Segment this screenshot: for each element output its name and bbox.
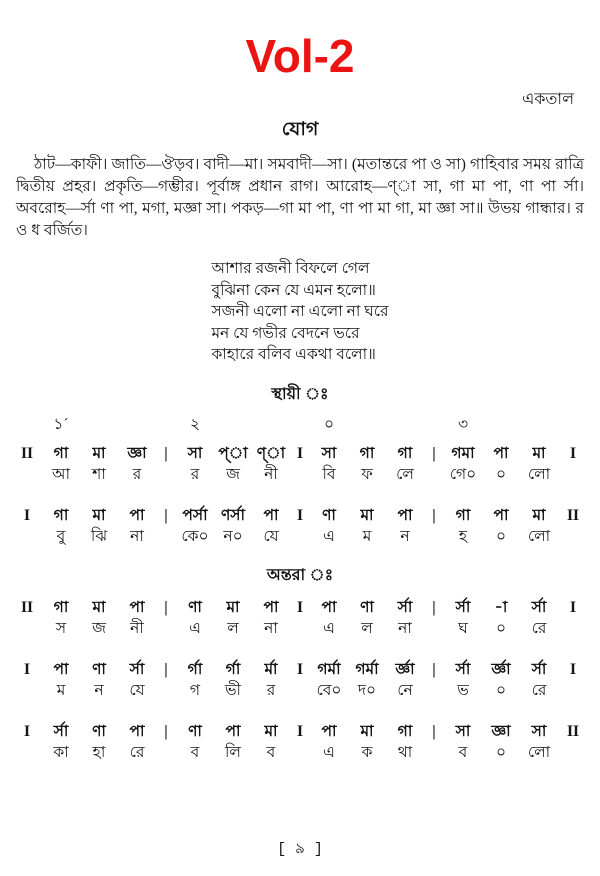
- raga-title: যোগ: [281, 119, 319, 141]
- note-cell-note: সা: [187, 444, 203, 462]
- note-cell-note: ণা: [188, 722, 202, 740]
- note-cell: [176, 721, 214, 763]
- note-cell-lyric: ন: [400, 527, 410, 545]
- note-cell-note: ণা: [188, 598, 202, 616]
- line-end-marker: [558, 443, 588, 464]
- bar-separator-note: I: [296, 660, 304, 678]
- note-cell-lyric: এ: [323, 619, 335, 637]
- note-cell-note: মা: [532, 444, 546, 462]
- bar-separator: [156, 505, 176, 526]
- beat-number: [176, 414, 214, 435]
- note-cell: [118, 443, 156, 485]
- notation-line: [12, 505, 588, 547]
- note-cell: [214, 505, 252, 547]
- taal-label: একতাল: [522, 91, 574, 109]
- bar-separator: [290, 505, 310, 526]
- bar-separator: [156, 659, 176, 680]
- bar-separator: [424, 721, 444, 742]
- note-cell-lyric: ন০: [223, 527, 243, 545]
- note-cell-note: জ্ঞা: [491, 722, 511, 740]
- line-start-marker: [12, 505, 42, 526]
- notation-line: [12, 443, 588, 485]
- note-cell: [520, 505, 558, 547]
- lyrics-block: [12, 258, 588, 366]
- lyric-line: সজনী এলো না এলো না ঘরে: [211, 303, 389, 321]
- note-cell-note: পা: [129, 506, 145, 524]
- note-cell: [252, 721, 290, 763]
- note-cell-note: পা: [129, 722, 145, 740]
- note-cell: [252, 659, 290, 701]
- note-cell-note: র্মা: [264, 660, 278, 678]
- line-end-marker: [558, 721, 588, 742]
- note-cell-lyric: এ: [323, 743, 335, 761]
- bar-separator-note: I: [296, 506, 304, 524]
- note-cell-lyric: এ: [323, 527, 335, 545]
- note-cell-note: প্‌া: [218, 444, 248, 462]
- note-cell-note: র্সা: [531, 598, 547, 616]
- note-cell-lyric: যে: [263, 527, 279, 545]
- note-cell-note: ণা: [92, 660, 106, 678]
- note-cell: [252, 597, 290, 639]
- line-end-marker: [558, 597, 588, 618]
- note-cell-lyric: জ: [226, 465, 240, 483]
- note-cell-note: গমা: [451, 444, 475, 462]
- line-start-marker-note: II: [20, 598, 34, 616]
- bar-separator-note: |: [164, 660, 168, 678]
- note-cell-note: সা: [531, 722, 547, 740]
- note-cell: [80, 505, 118, 547]
- note-cell-lyric: যে: [129, 681, 145, 699]
- lyric-line: মন যে গভীর বেদনে ভরে: [211, 324, 360, 342]
- line-end-marker-note: I: [569, 598, 577, 616]
- note-cell-note: গর্মা: [355, 660, 379, 678]
- note-cell-note: গা: [455, 506, 471, 524]
- note-cell-lyric: বে০: [316, 681, 342, 699]
- note-cell: [482, 597, 520, 639]
- bar-separator: [290, 597, 310, 618]
- note-cell-note: মা: [264, 722, 278, 740]
- note-cell-lyric: কা: [53, 743, 69, 761]
- line-start-marker-note: I: [23, 506, 31, 524]
- note-cell: [80, 721, 118, 763]
- note-cell-lyric: ল: [361, 619, 373, 637]
- bar-separator-note: I: [296, 598, 304, 616]
- line-start-marker: [12, 597, 42, 618]
- antara-notation: [12, 597, 588, 763]
- line-start-marker: [12, 721, 42, 742]
- note-cell-note: গা: [53, 598, 69, 616]
- line-start-marker: [12, 659, 42, 680]
- note-cell-lyric: ব: [190, 743, 200, 761]
- note-cell: [42, 597, 80, 639]
- note-cell: [252, 443, 290, 485]
- note-cell: [42, 505, 80, 547]
- note-cell-lyric: জ: [92, 619, 106, 637]
- note-cell-lyric: ব: [458, 743, 468, 761]
- note-cell: [444, 721, 482, 763]
- note-cell: [310, 443, 348, 485]
- note-cell-note: ণা: [360, 598, 374, 616]
- note-cell-note: পা: [397, 506, 413, 524]
- bar-separator-note: |: [432, 506, 436, 524]
- bar-separator: [424, 597, 444, 618]
- note-cell: [386, 721, 424, 763]
- note-cell: [310, 597, 348, 639]
- bar-separator-note: |: [164, 598, 168, 616]
- note-cell-note: পা: [53, 660, 69, 678]
- note-cell-note: গর্মা: [317, 660, 341, 678]
- note-cell-note: মা: [532, 506, 546, 524]
- beat-number-note: ২: [189, 415, 201, 433]
- note-cell: [386, 505, 424, 547]
- beat-number: [310, 414, 348, 435]
- note-cell-lyric: ০: [495, 619, 507, 637]
- note-cell-note: পর্সা: [182, 506, 208, 524]
- note-cell: [520, 721, 558, 763]
- note-cell-note: -া: [494, 598, 508, 616]
- bar-separator: [290, 721, 310, 742]
- note-cell-lyric: ০: [495, 527, 507, 545]
- line-start-marker: [12, 443, 42, 464]
- note-cell-lyric: ০: [495, 743, 507, 761]
- note-cell-lyric: বু: [56, 527, 66, 545]
- bar-separator-note: |: [432, 722, 436, 740]
- note-cell: [214, 721, 252, 763]
- note-cell-lyric: হ: [458, 527, 468, 545]
- note-cell: [42, 721, 80, 763]
- note-cell: [444, 659, 482, 701]
- note-cell-lyric: লো: [527, 465, 551, 483]
- note-cell-lyric: না: [398, 619, 412, 637]
- line-start-marker-note: II: [20, 444, 34, 462]
- note-cell-note: র্সা: [455, 598, 471, 616]
- note-cell-lyric: নী: [264, 465, 278, 483]
- note-cell-note: মা: [360, 506, 374, 524]
- antara-heading: অন্তরা ঃ: [266, 566, 334, 584]
- raga-description: ঠাট—কাফী। জাতি—ঔড়ব। বাদী—মা। সমবাদী—সা। (মতান্তরে পা ও সা) গাহিবার সময় রাত্রি দ্বিতীয় প্রহর। প্রকৃতি—গম্ভীর। পূর্বাঙ্গ প্রধান রাগ। আরোহ—ণ্‌া সা, গা মা পা, ণা পা র্সা। অবরোহ—র্সা ণা পা, মগা, মজ্ঞা সা। পকড়—গা মা পা, ণা পা মা গা, মা জ্ঞা সা॥ উভয় গান্ধার। র ও ধ বর্জিত।: [16, 156, 584, 240]
- bar-separator: [290, 659, 310, 680]
- note-cell: [42, 443, 80, 485]
- beat-number-note: ১´: [53, 415, 69, 433]
- note-cell: [444, 443, 482, 485]
- note-cell: [118, 505, 156, 547]
- note-cell-lyric: ল: [227, 619, 239, 637]
- note-cell: [482, 443, 520, 485]
- note-cell: [310, 505, 348, 547]
- note-cell: [482, 505, 520, 547]
- note-cell: [386, 659, 424, 701]
- note-cell-note: পা: [225, 722, 241, 740]
- note-cell-lyric: এ: [189, 619, 201, 637]
- note-cell: [118, 597, 156, 639]
- note-cell-note: সা: [321, 444, 337, 462]
- note-cell: [80, 443, 118, 485]
- notation-line: [12, 597, 588, 639]
- bar-separator: [290, 443, 310, 464]
- note-cell-lyric: রে: [129, 743, 145, 761]
- note-cell-note: সা: [455, 722, 471, 740]
- note-cell-note: র্সা: [53, 722, 69, 740]
- note-cell-lyric: স: [55, 619, 67, 637]
- line-start-marker-note: I: [23, 722, 31, 740]
- note-cell-note: র্গা: [187, 660, 203, 678]
- note-cell-note: মা: [360, 722, 374, 740]
- note-cell-lyric: হা: [92, 743, 106, 761]
- note-cell-lyric: ব: [266, 743, 276, 761]
- note-cell-note: পা: [263, 506, 279, 524]
- note-cell: [176, 597, 214, 639]
- note-cell-lyric: দ০: [357, 681, 377, 699]
- note-cell: [42, 659, 80, 701]
- note-cell-note: গা: [397, 444, 413, 462]
- note-cell-note: মা: [92, 444, 106, 462]
- note-cell: [348, 505, 386, 547]
- note-cell-lyric: ম: [56, 681, 66, 699]
- note-cell: [310, 659, 348, 701]
- note-cell: [348, 597, 386, 639]
- line-end-marker-note: II: [566, 506, 580, 524]
- note-cell-note: র্জ্ঞা: [395, 660, 415, 678]
- note-cell-lyric: ০: [495, 681, 507, 699]
- bar-separator-note: |: [164, 506, 168, 524]
- sthayi-notation: [12, 443, 588, 547]
- bar-separator: [424, 659, 444, 680]
- note-cell: [482, 659, 520, 701]
- note-cell-lyric: না: [130, 527, 144, 545]
- note-cell-lyric: শা: [92, 465, 106, 483]
- bar-separator-note: |: [432, 660, 436, 678]
- beat-number-note: ৩: [457, 415, 469, 433]
- note-cell: [348, 659, 386, 701]
- note-cell-lyric: র: [190, 465, 200, 483]
- note-cell-lyric: র: [266, 681, 276, 699]
- note-cell-note: গা: [53, 506, 69, 524]
- lyrics-lines: [211, 258, 388, 366]
- bar-separator: [156, 443, 176, 464]
- note-cell-note: ণর্সা: [220, 506, 246, 524]
- note-cell: [80, 659, 118, 701]
- bar-separator: [424, 505, 444, 526]
- beat-row: [12, 414, 588, 435]
- bar-separator-note: |: [164, 722, 168, 740]
- note-cell: [214, 443, 252, 485]
- note-cell-note: র্সা: [531, 660, 547, 678]
- note-cell-lyric: বি: [322, 465, 336, 483]
- note-cell-note: পা: [321, 722, 337, 740]
- note-cell-lyric: নে: [397, 681, 413, 699]
- note-cell-note: পা: [263, 598, 279, 616]
- notation-line: [12, 659, 588, 701]
- note-cell-lyric: ঝি: [90, 527, 108, 545]
- note-cell-note: মা: [92, 506, 106, 524]
- sthayi-heading: স্থায়ী ঃ: [271, 385, 329, 403]
- note-cell-note: পা: [493, 506, 509, 524]
- bar-separator-note: I: [296, 722, 304, 740]
- note-cell-lyric: ঘ: [458, 619, 468, 637]
- volume-title: Vol-2: [245, 30, 355, 82]
- note-cell-lyric: ক: [361, 743, 373, 761]
- note-cell-lyric: কে০: [181, 527, 209, 545]
- note-cell-lyric: নী: [130, 619, 144, 637]
- bar-separator: [156, 721, 176, 742]
- note-cell-lyric: ম: [362, 527, 372, 545]
- note-cell-lyric: রে: [531, 681, 547, 699]
- line-end-marker: [558, 505, 588, 526]
- line-end-marker-note: I: [569, 444, 577, 462]
- note-cell-lyric: আ: [51, 465, 71, 483]
- note-cell: [176, 659, 214, 701]
- line-start-marker-note: I: [23, 660, 31, 678]
- note-cell-note: র্সা: [397, 598, 413, 616]
- note-cell-lyric: লে: [396, 465, 414, 483]
- bar-separator-note: |: [432, 444, 436, 462]
- note-cell-lyric: ফ: [361, 465, 373, 483]
- note-cell-note: ণা: [322, 506, 336, 524]
- notation-line: [12, 721, 588, 763]
- note-cell-lyric: গে০: [449, 465, 477, 483]
- lyric-line: আশার রজনী বিফলে গেল: [211, 260, 370, 278]
- note-cell: [176, 443, 214, 485]
- note-cell-lyric: গ: [189, 681, 201, 699]
- note-cell: [118, 721, 156, 763]
- page-number: [ ৯ ]: [277, 841, 323, 858]
- note-cell-lyric: ন: [94, 681, 104, 699]
- note-cell-lyric: ভ: [457, 681, 469, 699]
- beat-number-row: [12, 414, 588, 435]
- note-cell-lyric: রে: [531, 619, 547, 637]
- note-cell-note: পা: [493, 444, 509, 462]
- beat-number-note: ০: [323, 415, 335, 433]
- bar-separator: [424, 443, 444, 464]
- bar-separator-note: |: [432, 598, 436, 616]
- note-cell-note: পা: [321, 598, 337, 616]
- note-cell-lyric: থা: [397, 743, 413, 761]
- lyric-line: কাহারে বলিব একথা বলো॥: [211, 346, 376, 364]
- note-cell: [444, 505, 482, 547]
- note-cell-lyric: ভী: [225, 681, 241, 699]
- bar-separator-note: I: [296, 444, 304, 462]
- line-end-marker-note: I: [569, 660, 577, 678]
- beat-number: [42, 414, 80, 435]
- note-cell-lyric: লো: [527, 743, 551, 761]
- line-end-marker-note: II: [566, 722, 580, 740]
- note-cell-lyric: লি: [225, 743, 241, 761]
- note-cell-note: ণ্‌া: [256, 444, 286, 462]
- note-cell: [348, 721, 386, 763]
- note-cell-note: ণা: [92, 722, 106, 740]
- note-cell-note: র্সা: [455, 660, 471, 678]
- note-cell-lyric: না: [264, 619, 278, 637]
- note-cell-note: গা: [397, 722, 413, 740]
- note-cell-note: র্জ্ঞা: [491, 660, 511, 678]
- note-cell: [176, 505, 214, 547]
- bar-separator-note: |: [164, 444, 168, 462]
- note-cell-note: র্সা: [129, 660, 145, 678]
- note-cell: [214, 597, 252, 639]
- note-cell-note: গা: [53, 444, 69, 462]
- note-cell: [214, 659, 252, 701]
- note-cell: [520, 597, 558, 639]
- note-cell-note: গা: [359, 444, 375, 462]
- note-cell-note: র্গা: [225, 660, 241, 678]
- note-cell: [118, 659, 156, 701]
- note-cell: [348, 443, 386, 485]
- note-cell: [386, 443, 424, 485]
- beat-number: [444, 414, 482, 435]
- note-cell: [80, 597, 118, 639]
- note-cell-lyric: র: [132, 465, 142, 483]
- note-cell-lyric: ০: [495, 465, 507, 483]
- note-cell-note: মা: [92, 598, 106, 616]
- note-cell-lyric: লো: [527, 527, 551, 545]
- note-cell: [482, 721, 520, 763]
- line-end-marker: [558, 659, 588, 680]
- note-cell: [444, 597, 482, 639]
- note-cell-note: পা: [129, 598, 145, 616]
- lyric-line: বুঝিনা কেন যে এমন হলো॥: [211, 281, 376, 299]
- note-cell: [386, 597, 424, 639]
- note-cell-note: মা: [226, 598, 240, 616]
- note-cell: [310, 721, 348, 763]
- note-cell: [520, 443, 558, 485]
- note-cell: [252, 505, 290, 547]
- note-cell-note: জ্ঞা: [127, 444, 147, 462]
- note-cell: [520, 659, 558, 701]
- bar-separator: [156, 597, 176, 618]
